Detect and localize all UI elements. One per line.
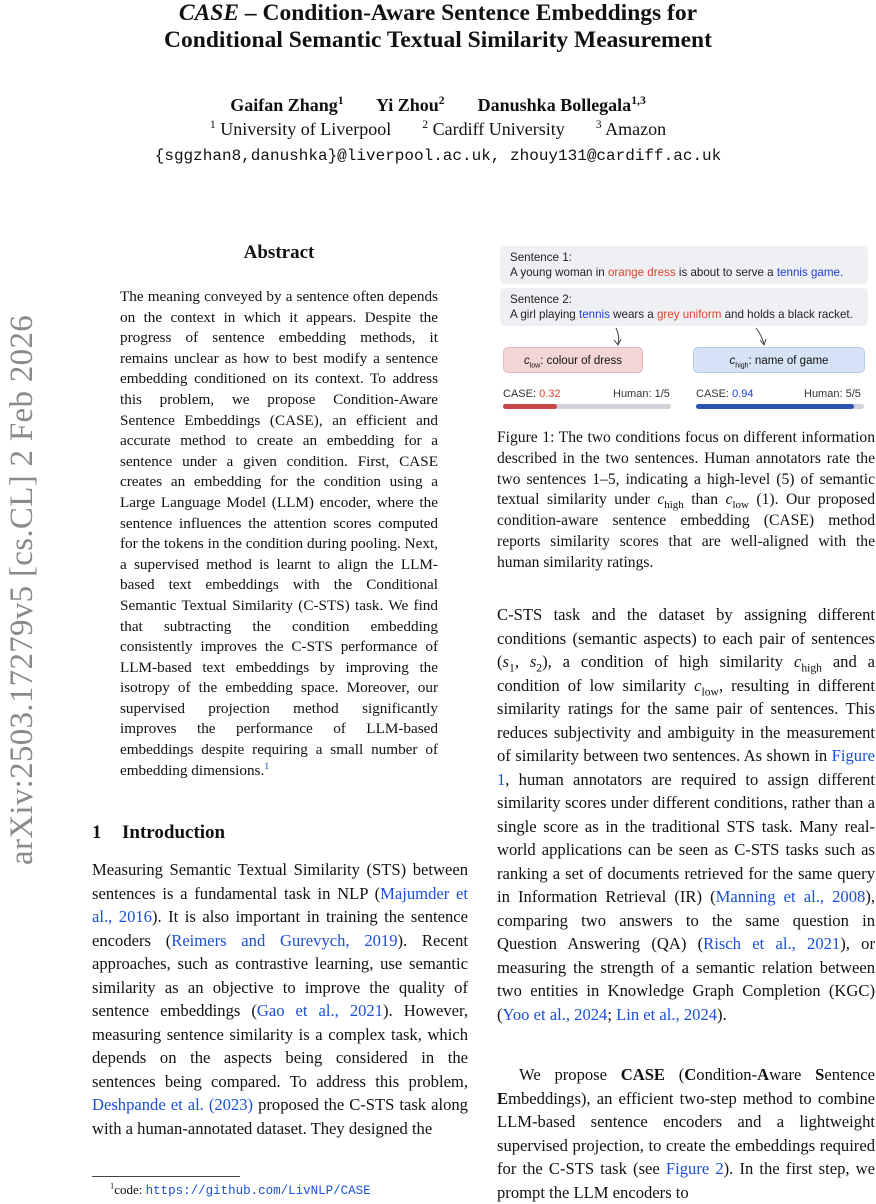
paper-title (0, 0, 876, 54)
author-list (0, 94, 876, 116)
citation-risch[interactable]: Risch et al., 2021 (703, 934, 841, 953)
citation-yoo[interactable]: Yoo et al., 2024 (502, 1004, 608, 1024)
sentence-2-label: Sentence 2: (510, 293, 572, 306)
citation-deshpande[interactable]: Deshpande et al. (2023) (92, 1095, 254, 1114)
score-fill-low (503, 404, 557, 409)
figure-2-ref[interactable]: Figure 2 (665, 1159, 724, 1178)
citation-manning[interactable]: Manning et al., 2008 (715, 887, 866, 906)
citation-gao[interactable]: Gao et al., 2021 (256, 1001, 384, 1020)
author-3: Danushka Bollegala$^{1,3}$ (477, 94, 646, 115)
case-score-high: CASE: 0.94 (696, 388, 754, 400)
figure-1-ref[interactable]: Figure 1 (497, 746, 875, 789)
figure-1 (500, 242, 874, 422)
section-heading: 1 Introduction (92, 822, 226, 843)
title-line1-text: – Condition-Aware Sentence Embeddings for (239, 0, 698, 26)
title-case: CASE (178, 0, 240, 26)
condition-low: $c_{low}$: colour of dress (503, 347, 643, 373)
sentence-2-text: A girl playing tennis wears a grey uniform and holds a black racket. (510, 308, 853, 321)
citation-majumder[interactable]: Majumder et al., 2016 (92, 883, 468, 926)
sentence-1-box (500, 246, 868, 284)
citation-lin[interactable]: Lin et al., 2024 (616, 1004, 718, 1024)
author-1: Gaifan Zhang$^1$ (230, 94, 344, 115)
score-fill-high (696, 404, 854, 409)
arrow-to-high (756, 328, 766, 345)
intro-left-paragraph: Measuring Semantic Textual Similarity (STS) between sentences is a fundamental task in NLP (Majumder et al., 2016). It is also important in training the sentence encoders (Reimers and Gurevych, 2019). Recent approaches, such as contrastive learning, use semantic similarity as an objective to improve the quality of sentence embeddings (Gao et al., 2021). However, measuring sentence similarity is a complex task, which depends on the aspects being considered in the sentences being compared. To address this problem, Deshpande et al. (2023) proposed the C-STS task along with a human-annotated dataset. They designed the (92, 860, 469, 1138)
arxiv-identifier: arXiv:2503.17279v5 [cs.CL] 2 Feb 2026 (4, 314, 40, 866)
case-score-low: CASE: 0.32 (503, 388, 561, 400)
affiliations (0, 118, 876, 140)
sentence-1-label: Sentence 1: (510, 251, 572, 264)
title-line-1 (0, 0, 876, 27)
emails (0, 143, 876, 167)
author-2: Yi Zhou$^2$ (375, 94, 445, 115)
figure-1-caption: Figure 1: The two conditions focus on different information described in the two sentences. Human annotators rate the two sentences 1–5, indicating a high-level (5) of semantic textual similarity under $c_{high}$ than $c_{low}$ (1). Our proposed condition-aware sentence embedding (CASE) method reports similarity scores that are well-aligned with the human similarity ratings. (497, 429, 875, 571)
abstract-text: The meaning conveyed by a sentence often depends on the context in which it appears. Despite the progress of sentence embedding methods, it remains unclear as how to best modify a sentence embedding conditioned on its context. To address this problem, we propose Condition-Aware Sentence Embeddings (CASE), an efficient and accurate method to create an embedding for a sentence under a given condition. First, CASE creates an embedding for the condition using a Large Language Model (LLM) encoder, where the sentence influences the attention scores computed for the tokens in the condition during pooling. Next, a supervised method is learnt to align the LLM-based text embeddings with the Conditional Semantic Textual Similarity (C-STS) task. We find that subtracting the condition embedding consistently improves the C-STS performance of LLM-based text embeddings by improving the isotropy of the embedding space. Moreover, our supervised projection method significantly improves the performance of LLM-based embeddings despite requiring a small number of embedding dimensions.$^1$ (120, 288, 438, 779)
score-bar-low (503, 404, 671, 409)
sentence-2-box (500, 288, 868, 326)
abstract-heading: Abstract (243, 242, 315, 263)
footnote-ref[interactable]: 1 (264, 760, 270, 772)
title-line-2: Conditional Semantic Textual Similarity Measurement (164, 27, 712, 53)
human-score-low: Human: 1/5 (613, 388, 670, 400)
code-link[interactable]: https://github.com/LivNLP/CASE (145, 1184, 371, 1198)
footnote-rule (92, 1176, 240, 1177)
citation-reimers[interactable]: Reimers and Gurevych, 2019 (171, 930, 398, 950)
affiliation-1: $^1$ University of Liverpool (209, 118, 392, 139)
human-score-high: Human: 5/5 (804, 388, 861, 400)
intro-right-paragraph: C-STS task and the dataset by assigning different conditions (semantic aspects) to each pair of sentences ($s_1$, $s_2$), a condition of high similarity $c_{high}$ and a condition of low similarity $c_{low}$, resulting in different similarity ratings for the same pair of sentences. This reduces subjectivity and ambiguity in the measurement of similarity between two sentences. As shown in Figure 1, human annotators are required to assign different similarity scores under different conditions, rather than a single score as in the traditional STS task. Many real-world applications can be seen as C-STS tasks such as ranking a set of documents retrieved for the same query in Information Retrieval (IR) (Manning et al., 2008), comparing two answers to the same question in Question Answering (QA) (Risch et al., 2021), or measuring the strength of a semantic relation between two entities in Knowledge Graph Completion (KGC) (Yoo et al., 2024; Lin et al., 2024). (497, 605, 876, 1024)
condition-high: $c_{high}$: name of game (693, 347, 865, 373)
email-addresses: {sggzhan8,danushka}@liverpool.ac.uk, zhouy131@cardiff.ac.uk (154, 147, 722, 165)
arrow-to-low (614, 328, 621, 345)
affiliation-2: $^2$ Cardiff University (422, 118, 565, 139)
score-bar-high (696, 404, 864, 409)
sentence-1-text: A young woman in orange dress is about to serve a tennis game. (510, 266, 844, 279)
affiliation-3: $^3$ Amazon (595, 118, 667, 139)
footnote: $^1$code: https://github.com/LivNLP/CASE (110, 1180, 371, 1198)
intro-right-paragraph-2: We propose CASE (Condition-Aware Sentence Embeddings), an efficient two-step method to combine LLM-based sentence encoders and a lightweight supervised projection, to create the embeddings required for the C-STS task (see Figure 2). In the first step, we prompt the LLM encoders to (497, 1065, 875, 1202)
